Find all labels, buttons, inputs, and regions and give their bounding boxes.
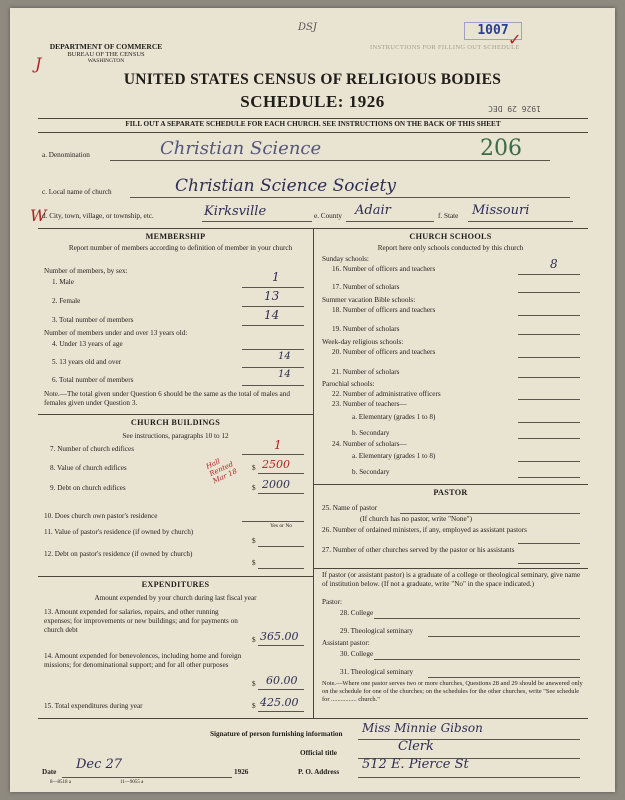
city-label: d. City, town, village, or township, etc. (42, 212, 154, 220)
q30-label: 30. College (340, 650, 374, 658)
q22-label: 22. Number of administrative officers (332, 390, 441, 398)
assistant-sub-label: Assistant pastor: (322, 639, 370, 647)
q14-value: 60.00 (266, 674, 298, 687)
q16-label: 16. Number of officers and teachers (332, 265, 436, 273)
q1-value: 1 (272, 270, 280, 284)
q15-label: 15. Total expenditures during year (44, 702, 143, 710)
q15-value: 425.00 (260, 696, 299, 709)
q12-label: 12. Debt on pastor's residence (if owned by church) (44, 550, 193, 558)
q23-label: 23. Number of teachers— (332, 400, 407, 408)
schedule-number-stamp: 1007 (464, 22, 522, 40)
q8-value: 2500 (262, 458, 290, 471)
q2-label: 2. Female (52, 297, 81, 305)
q11-label: 11. Value of pastor's residence (if owned by church) (44, 528, 194, 536)
expenditures-heading: EXPENDITURES (141, 580, 210, 589)
q28-label: 28. College (340, 609, 374, 617)
q2-value: 13 (264, 289, 280, 303)
q24-label: 24. Number of scholars— (332, 440, 407, 448)
denomination-code: 206 (480, 136, 522, 161)
graduate-note: If pastor (or assistant pastor) is a graduate of a college or theological seminary, give name of institution below. (If not a graduate, write "No" in the space indicated.) (322, 571, 581, 588)
q9-dollar: $ (252, 484, 256, 492)
q12-dollar: $ (252, 559, 256, 567)
department-block (42, 42, 170, 64)
schools-heading: CHURCH SCHOOLS (409, 232, 492, 241)
address-label: P. O. Address (298, 768, 340, 776)
membership-intro: Report number of members according to definition of member in your church (68, 244, 293, 252)
local-name-label: c. Local name of church (42, 188, 112, 196)
dept-line2: BUREAU OF THE CENSUS (67, 51, 145, 58)
q23b-label: b. Secondary (352, 429, 390, 437)
expenditures-intro: Amount expended by your church during last fiscal year (94, 594, 257, 602)
county-value: Adair (355, 203, 391, 218)
denomination-label: a. Denomination (42, 151, 90, 159)
date-stamp: 1926 29 DEC (488, 104, 541, 113)
q13-value: 365.00 (260, 630, 299, 643)
pastor-heading: PASTOR (433, 488, 468, 497)
page-title: UNITED STATES CENSUS OF RELIGIOUS BODIES (123, 71, 502, 88)
official-title-label: Official title (300, 749, 337, 757)
q27-label: 27. Number of other churches served by the pastor or his assistants (322, 546, 515, 554)
stamp-top: DSJ (298, 22, 317, 33)
page-subtitle: SCHEDULE: 1926 (240, 92, 385, 111)
q6-label: 6. Total number of members (52, 376, 134, 384)
q23a-label: a. Elementary (grades 1 to 8) (352, 413, 436, 421)
q19-label: 19. Number of scholars (332, 325, 400, 333)
q17-label: 17. Number of scholars (332, 283, 400, 291)
membership-age-head: Number of members under and over 13 years old: (44, 329, 188, 337)
q8-label: 8. Value of church edifices (50, 464, 127, 472)
q7-label: 7. Number of church edifices (50, 445, 135, 453)
form-code-left: 8—8518 a (50, 780, 71, 785)
q13-dollar: $ (252, 636, 256, 644)
q24b-label: b. Secondary (352, 468, 390, 476)
q21-label: 21. Number of scholars (332, 368, 400, 376)
instruction-banner: FILL OUT A SEPARATE SCHEDULE FOR EACH CHURCH. SEE INSTRUCTIONS ON THE BACK OF THIS SHEET (125, 120, 501, 128)
date-label: Date (42, 768, 57, 776)
q13-label: 13. Amount expended for salaries, repairs, and other running expenses; for improvements or new buildings; and for payments on church debt (44, 608, 238, 634)
date-year: 1926 (234, 768, 249, 776)
official-title-value: Clerk (398, 739, 434, 754)
q10-label: 10. Does church own pastor's residence (44, 512, 158, 520)
membership-by-sex: Number of members, by sex: (44, 267, 128, 275)
membership-heading: MEMBERSHIP (145, 232, 206, 241)
schools-intro: Report here only schools conducted by this church (377, 244, 524, 252)
left-margin-mark: J (35, 54, 42, 73)
schools-summer: Summer vacation Bible schools: (322, 296, 416, 304)
local-name-value: Christian Science Society (175, 176, 396, 196)
city-value: Kirksville (204, 204, 267, 219)
county-label: e. County (314, 212, 342, 220)
q8-note: Hall Rented Mar 18 (204, 457, 239, 486)
schools-sunday: Sunday schools: (322, 255, 369, 263)
state-label: f. State (438, 212, 459, 220)
q5-label: 5. 13 years old and over (52, 358, 122, 366)
q26-label: 26. Number of ordained ministers, if any, employed as assistant pastors (322, 526, 527, 534)
q3-value: 14 (264, 308, 280, 322)
q24a-label: a. Elementary (grades 1 to 8) (352, 452, 436, 460)
q31-label: 31. Theological seminary (340, 668, 414, 676)
buildings-heading: CHURCH BUILDINGS (130, 418, 221, 427)
date-value: Dec 27 (76, 757, 123, 772)
buildings-see: See instructions, paragraphs 10 to 12 (122, 432, 229, 440)
pastor-sub-label: Pastor: (322, 598, 342, 606)
membership-note: Note.—The total given under Question 6 should be the same as the total of males and females given under Question 3. (44, 390, 290, 407)
schools-parochial: Parochial schools: (322, 380, 375, 388)
q1-label: 1. Male (52, 278, 74, 286)
faded-heading: INSTRUCTIONS FOR FILLING OUT SCHEDULE (370, 44, 520, 51)
q18-label: 18. Number of officers and teachers (332, 306, 436, 314)
q15-dollar: $ (252, 702, 256, 710)
address-value: 512 E. Pierce St (362, 757, 469, 772)
signature-value: Miss Minnie Gibson (362, 721, 483, 735)
q25-label: 25. Name of pastor (322, 504, 378, 512)
q29-label: 29. Theological seminary (340, 627, 414, 635)
q7-value: 1 (274, 438, 282, 452)
q9-value: 2000 (262, 478, 290, 491)
q14-dollar: $ (252, 680, 256, 688)
signature-label: Signature of person furnishing information (210, 730, 343, 738)
q25-note: (If church has no pastor, write "None") (360, 515, 472, 523)
census-schedule-page (10, 8, 615, 792)
form-code-right: 11—9055 a (120, 780, 144, 785)
q8-dollar: $ (252, 464, 256, 472)
check-mark: ✓ (508, 32, 522, 49)
pastor-note: Note.—Where one pastor serves two or more churches, Questions 28 and 29 should be answered only on the schedule for one of the churches; on the schedules for the other churches, write "See schedule for ................ church." (322, 680, 583, 703)
q5-value: 14 (278, 351, 291, 362)
q16-value: 8 (550, 257, 558, 271)
schools-weekday: Week-day religious schools: (322, 338, 404, 346)
q6-value: 14 (278, 369, 291, 380)
dept-line3: WASHINGTON (87, 58, 125, 64)
q4-label: 4. Under 13 years of age (52, 340, 123, 348)
denomination-value: Christian Science (160, 138, 322, 159)
q14-label: 14. Amount expended for benevolences, including home and foreign missions; for denominational support; and for all other purposes (44, 652, 242, 669)
yes-no-hint: Yes or No (270, 523, 293, 529)
q11-dollar: $ (252, 537, 256, 545)
dept-line1: DEPARTMENT OF COMMERCE (49, 42, 163, 51)
q9-label: 9. Debt on church edifices (50, 484, 126, 492)
state-value: Missouri (472, 203, 530, 218)
q20-label: 20. Number of officers and teachers (332, 348, 436, 356)
margin-mark-w: W (30, 206, 47, 225)
q3-label: 3. Total number of members (52, 316, 134, 324)
